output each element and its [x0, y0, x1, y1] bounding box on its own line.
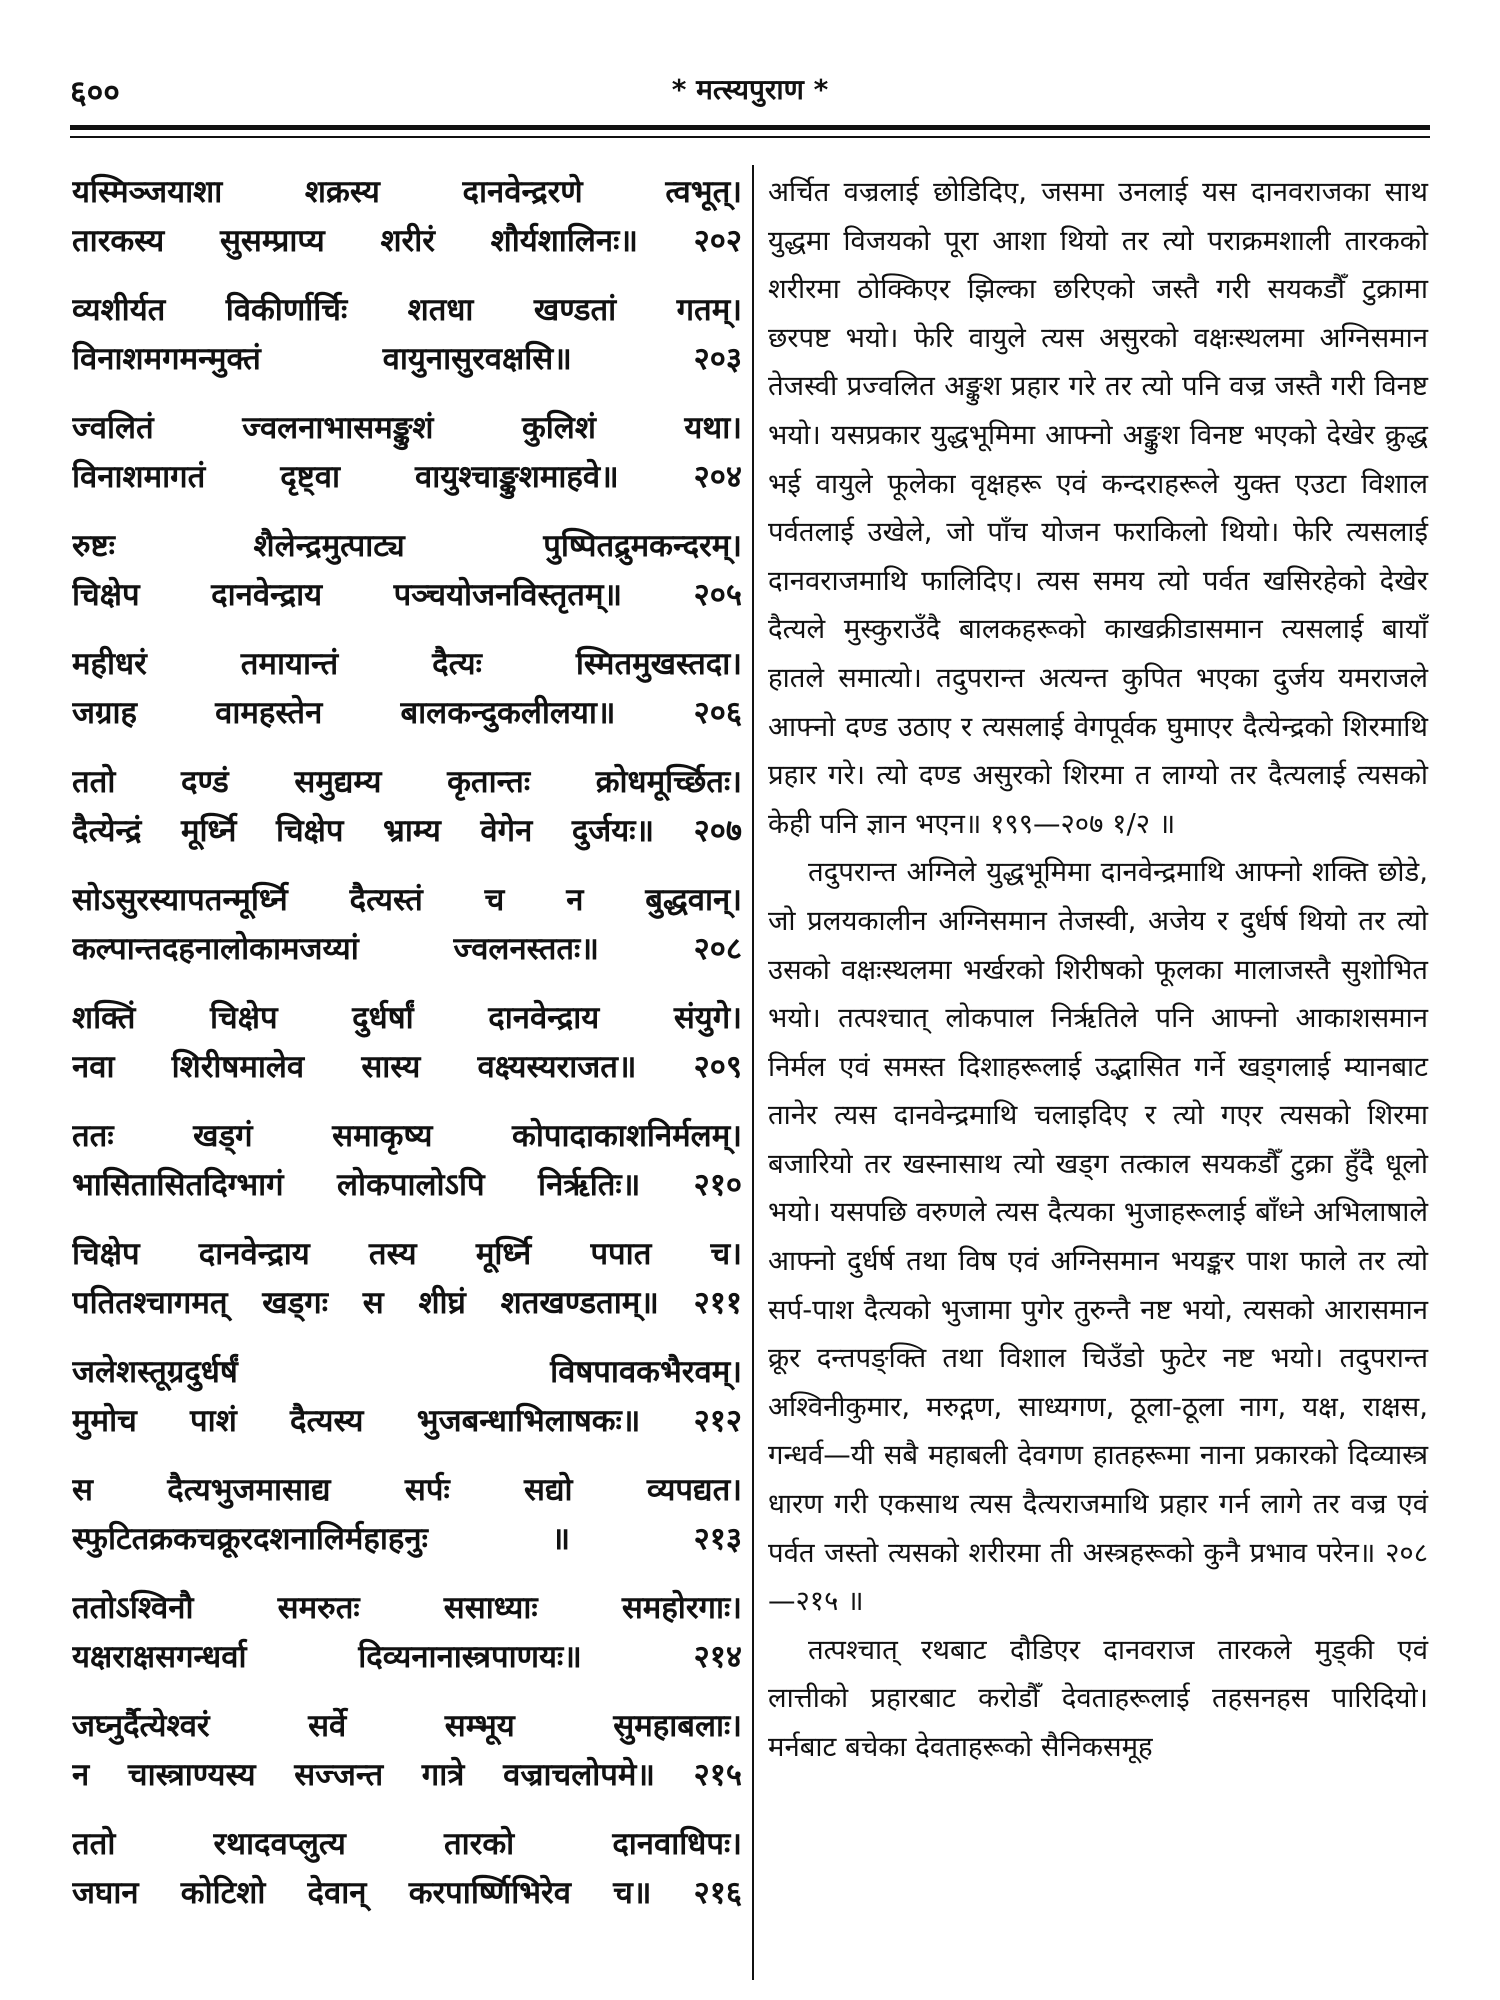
verse-line: चिक्षेप दानवेन्द्राय तस्य मूर्ध्नि पपात च। — [72, 1236, 742, 1272]
verse-line: पतितश्चागमत् खड्गः स शीघ्रं शतखण्डताम्॥ २११ — [72, 1285, 742, 1321]
verse-202 — [72, 168, 742, 266]
verse-line: जघान कोटिशो देवान् करपार्ष्णिभिरेव च॥ २१६ — [72, 1875, 742, 1911]
page-header — [70, 70, 1430, 110]
verse-line: रुष्टः शैलेन्द्रमुत्पाट्य पुष्पितद्रुमकन्दरम्। — [72, 528, 742, 564]
verse-line: विनाशमागतं दृष्ट्वा वायुश्चाङ्कुशमाहवे॥ २०४ — [72, 459, 742, 495]
verse-210 — [72, 1112, 742, 1210]
header-rule-thin — [70, 136, 1430, 138]
verse-line: ततोऽश्विनौ समरुतः ससाध्याः समहोरगाः। — [72, 1590, 742, 1626]
verse-206 — [72, 640, 742, 738]
verse-line: मुमोच पाशं दैत्यस्य भुजबन्धाभिलाषकः॥ २१२ — [72, 1403, 742, 1439]
verse-204 — [72, 404, 742, 502]
verse-line: चिक्षेप दानवेन्द्राय पञ्चयोजनविस्तृतम्॥ २०५ — [72, 577, 742, 613]
verse-line: कल्पान्तदहनालोकामजय्यां ज्वलनस्ततः॥ २०८ — [72, 931, 742, 967]
verse-203 — [72, 286, 742, 384]
page-number: ६०० — [70, 73, 120, 111]
nepali-translation-column — [768, 168, 1428, 1772]
verse-line: तारकस्य सुसम्प्राप्य शरीरं शौर्यशालिनः॥ २०२ — [72, 223, 742, 259]
running-title: * मत्स्यपुराण * — [671, 73, 829, 106]
verse-line: व्यशीर्यत विकीर्णार्चिः शतधा खण्डतां गतम्। — [72, 292, 742, 328]
translation-paragraph: तत्पश्चात् रथबाट दौडिएर दानवराज तारकले मुड्की एवं लात्तीको प्रहारबाट करोडौँ देवताहरूलाई तहसनहस पारिदियो। मर्नबाट बचेका देवताहरूको सैनिकसमूह — [768, 1633, 1428, 1763]
verse-line: ततो दण्डं समुद्यम्य कृतान्तः क्रोधमूर्च्छितः। — [72, 764, 742, 800]
verse-line: शक्तिं चिक्षेप दुर्धर्षां दानवेन्द्राय संयुगे। — [72, 1000, 742, 1036]
verse-line: स दैत्यभुजमासाद्य सर्पः सद्यो व्यपद्यत। — [72, 1472, 742, 1508]
verse-line: ततः खड्गं समाकृष्य कोपादाकाशनिर्मलम्। — [72, 1118, 742, 1154]
verse-line: ज्वलितं ज्वलनाभासमङ्कुशं कुलिशं यथा। — [72, 410, 742, 446]
verse-209 — [72, 994, 742, 1092]
verse-207 — [72, 758, 742, 856]
verse-205 — [72, 522, 742, 620]
column-divider — [752, 165, 754, 1980]
verse-line: जघ्नुर्दैत्येश्वरं सर्वे सम्भूय सुमहाबलाः। — [72, 1708, 742, 1744]
verse-line: ततो रथादवप्लुत्य तारको दानवाधिपः। — [72, 1826, 742, 1862]
verse-line: न चास्त्राण्यस्य सज्जन्त गात्रे वज्राचलोपमे॥ २१५ — [72, 1757, 742, 1793]
verse-216 — [72, 1820, 742, 1918]
verse-line: यस्मिञ्जयाशा शक्रस्य दानवेन्द्ररणे त्वभूत्। — [72, 174, 742, 210]
verse-213 — [72, 1466, 742, 1564]
verse-215 — [72, 1702, 742, 1800]
verse-line: विनाशमगमन्मुक्तं वायुनासुरवक्षसि॥ २०३ — [72, 341, 742, 377]
sanskrit-verses-column — [72, 168, 742, 1938]
verse-208 — [72, 876, 742, 974]
verse-line: महीधरं तमायान्तं दैत्यः स्मितमुखस्तदा। — [72, 646, 742, 682]
verse-line: जलेशस्तूग्रदुर्धर्षं विषपावकभैरवम्। — [72, 1354, 742, 1390]
header-rule — [70, 125, 1430, 130]
verse-line: यक्षराक्षसगन्धर्वा दिव्यनानास्त्रपाणयः॥ २१४ — [72, 1639, 742, 1675]
verse-211 — [72, 1230, 742, 1328]
verse-line: भासितासितदिग्भागं लोकपालोऽपि निर्ऋतिः॥ २१० — [72, 1167, 742, 1203]
verse-214 — [72, 1584, 742, 1682]
verse-line: नवा शिरीषमालेव सास्य वक्ष्यस्यराजत॥ २०९ — [72, 1049, 742, 1085]
translation-paragraph: तदुपरान्त अग्निले युद्धभूमिमा दानवेन्द्रमाथि आफ्नो शक्ति छोडे, जो प्रलयकालीन अग्निसमान तेजस्वी, अजेय र दुर्धर्ष थियो तर त्यो उसको वक्षःस्थलमा भर्खरको शिरीषको फूलका मालाजस्तै सुशोभित भयो। तत्पश्चात् लोकपाल निर्ऋतिले पनि आफ्नो आकाशसमान निर्मल एवं समस्त दिशाहरूलाई उद्भासित गर्ने खड्गलाई म्यानबाट तानेर त्यस दानवेन्द्रमाथि चलाइदिए र त्यो गएर त्यसको शिरमा बजारियो तर खस्नासाथ त्यो खड्ग तत्काल सयकडौँ टुक्रा हुँदै धूलो भयो। यसपछि वरुणले त्यस दैत्यका भुजाहरूलाई बाँध्ने अभिलाषाले आफ्नो दुर्धर्ष तथा विष एवं अग्निसमान भयङ्कर पाश फाले तर त्यो सर्प-पाश दैत्यको भुजामा पुगेर तुरुन्तै नष्ट भयो, त्यसको आरासमान क्रूर दन्तपङ्क्ति तथा विशाल चिउँडो फुटेर नष्ट भयो। तदुपरान्त अश्विनीकुमार, मरुद्गण, साध्यगण, ठूला-ठूला नाग, यक्ष, राक्षस, गन्धर्व—यी सबै महाबली देवगण हातहरूमा नाना प्रकारको दिव्यास्त्र धारण गरी एकसाथ त्यस दैत्यराजमाथि प्रहार गर्न लागे तर वज्र एवं पर्वत जस्तो त्यसको शरीरमा ती अस्त्रहरूको कुनै प्रभाव परेन॥ २०८—२१५ ॥ — [768, 856, 1428, 1618]
verse-line: स्फुटितक्रकचक्रूरदशनालिर्महाहनुः ॥ २१३ — [72, 1521, 742, 1557]
verse-212 — [72, 1348, 742, 1446]
translation-paragraph: अर्चित वज्रलाई छोडिदिए, जसमा उनलाई यस दानवराजका साथ युद्धमा विजयको पूरा आशा थियो तर त्यो पराक्रमशाली तारकको शरीरमा ठोक्किएर झिल्का छरिएको जस्तै गरी सयकडौँ टुक्रामा छरपष्ट भयो। फेरि वायुले त्यस असुरको वक्षःस्थलमा अग्निसमान तेजस्वी प्रज्वलित अङ्कुश प्रहार गरे तर त्यो पनि वज्र जस्तै गरी विनष्ट भयो। यसप्रकार युद्धभूमिमा आफ्नो अङ्कुश विनष्ट भएको देखेर क्रुद्ध भई वायुले फूलेका वृक्षहरू एवं कन्दराहरूले युक्त एउटा विशाल पर्वतलाई उखेले, जो पाँच योजन फराकिलो थियो। फेरि त्यसलाई दानवराजमाथि फालिदिए। त्यस समय त्यो पर्वत खसिरहेको देखेर दैत्यले मुस्कुराउँदै बालकहरूको काखक्रीडासमान त्यसलाई बायाँ हातले समात्यो। तदुपरान्त अत्यन्त कुपित भएका दुर्जय यमराजले आफ्नो दण्ड उठाए र त्यसलाई वेगपूर्वक घुमाएर दैत्येन्द्रको शिरमाथि प्रहार गरे। त्यो दण्ड असुरको शिरमा त लाग्यो तर दैत्यलाई त्यसको केही पनि ज्ञान भएन॥ १९९—२०७ १/२ ॥ — [768, 176, 1428, 840]
verse-line: सोऽसुरस्यापतन्मूर्ध्नि दैत्यस्तं च न बुद्धवान्। — [72, 882, 742, 918]
verse-line: जग्राह वामहस्तेन बालकन्दुकलीलया॥ २०६ — [72, 695, 742, 731]
verse-line: दैत्येन्द्रं मूर्ध्नि चिक्षेप भ्राम्य वेगेन दुर्जयः॥ २०७ — [72, 813, 742, 849]
